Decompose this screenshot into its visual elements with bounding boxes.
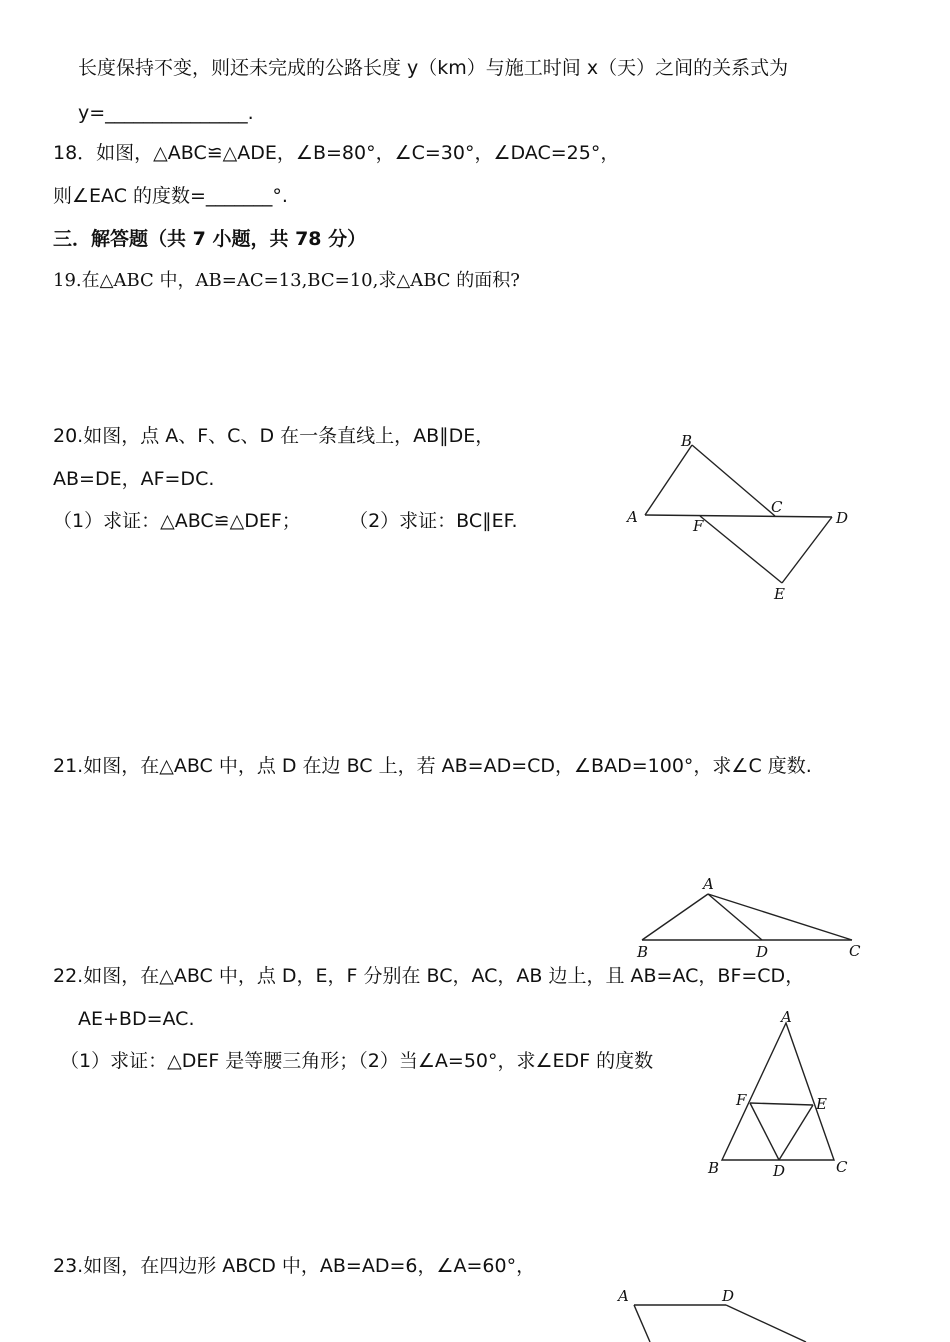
- q20-line-AB: [645, 445, 692, 515]
- q20-line-BC: [692, 445, 775, 516]
- q20-line-FE: [700, 516, 782, 583]
- q20-label-B: B: [681, 432, 693, 450]
- q23-figure: [610, 1282, 840, 1342]
- q17-text-line2: y=_______________.: [78, 102, 254, 124]
- q23-text: 23.如图，在四边形 ABCD 中，AB=AD=6，∠A=60°，: [53, 1255, 536, 1277]
- q18-text-line2: 则∠EAC 的度数=_______°.: [53, 185, 288, 207]
- q20-label-F: F: [693, 517, 704, 535]
- q21-text: 21.如图，在△ABC 中，点 D 在边 BC 上，若 AB=AD=CD，∠BAD=100°，求∠C 度数.: [53, 755, 812, 777]
- q22-label-B: B: [708, 1159, 720, 1177]
- q20-label-D: D: [836, 509, 849, 527]
- q21-label-D: D: [756, 943, 769, 961]
- q20-line-DE: [782, 517, 832, 583]
- q22-text-line1: 22.如图，在△ABC 中，点 D，E，F 分别在 BC，AC，AB 边上，且 AB=AC，BF=CD，: [53, 965, 805, 987]
- q22-text-line2: AE+BD=AC.: [78, 1008, 195, 1030]
- q19-text: 19.在△ABC 中，AB=AC=13,BC=10,求△ABC 的面积?: [53, 270, 520, 291]
- q21-label-A: A: [703, 875, 714, 893]
- q20-label-C: C: [771, 498, 783, 516]
- q23-line-D-right: [726, 1305, 806, 1342]
- q22-label-D: D: [773, 1162, 786, 1180]
- q18-text-line1: 18．如图，△ABC≌△ADE，∠B=80°，∠C=30°，∠DAC=25°，: [53, 142, 620, 164]
- q22-label-C: C: [836, 1158, 848, 1176]
- q22-text-line3: （1）求证：△DEF 是等腰三角形；（2）当∠A=50°，求∠EDF 的度数: [60, 1050, 654, 1072]
- q22-label-F: F: [736, 1091, 747, 1109]
- q20-line-AD: [645, 515, 832, 517]
- q21-line-AB: [642, 894, 708, 940]
- q21-line-AC: [708, 894, 852, 940]
- section-heading: 三．解答题（共 7 小题，共 78 分）: [53, 228, 367, 250]
- q23-line-A-down: [634, 1305, 650, 1342]
- q22-figure: [700, 1005, 860, 1190]
- q22-label-E: E: [816, 1095, 827, 1113]
- q23-label-D: D: [722, 1287, 735, 1305]
- q21-label-C: C: [849, 942, 861, 960]
- q17-text-line1: 长度保持不变，则还未完成的公路长度 y（km）与施工时间 x（天）之间的关系式为: [78, 57, 789, 79]
- q20-figure: [620, 425, 860, 610]
- q21-figure: [628, 872, 868, 962]
- q20-label-E: E: [774, 585, 785, 603]
- q22-line-ED: [779, 1105, 813, 1160]
- q23-label-A: A: [618, 1287, 629, 1305]
- q20-text-line1: 20.如图，点 A、F、C、D 在一条直线上，AB∥DE，: [53, 425, 495, 447]
- q22-line-FE: [750, 1103, 813, 1105]
- q20-label-A: A: [627, 508, 638, 526]
- q21-line-AD: [708, 894, 762, 940]
- q20-text-line3: （1）求证：△ABC≌△DEF； （2）求证：BC∥EF.: [53, 510, 518, 532]
- q21-label-B: B: [637, 943, 649, 961]
- q22-label-A: A: [781, 1008, 792, 1026]
- q22-line-FD: [750, 1103, 779, 1160]
- q20-text-line2: AB=DE，AF=DC.: [53, 468, 215, 490]
